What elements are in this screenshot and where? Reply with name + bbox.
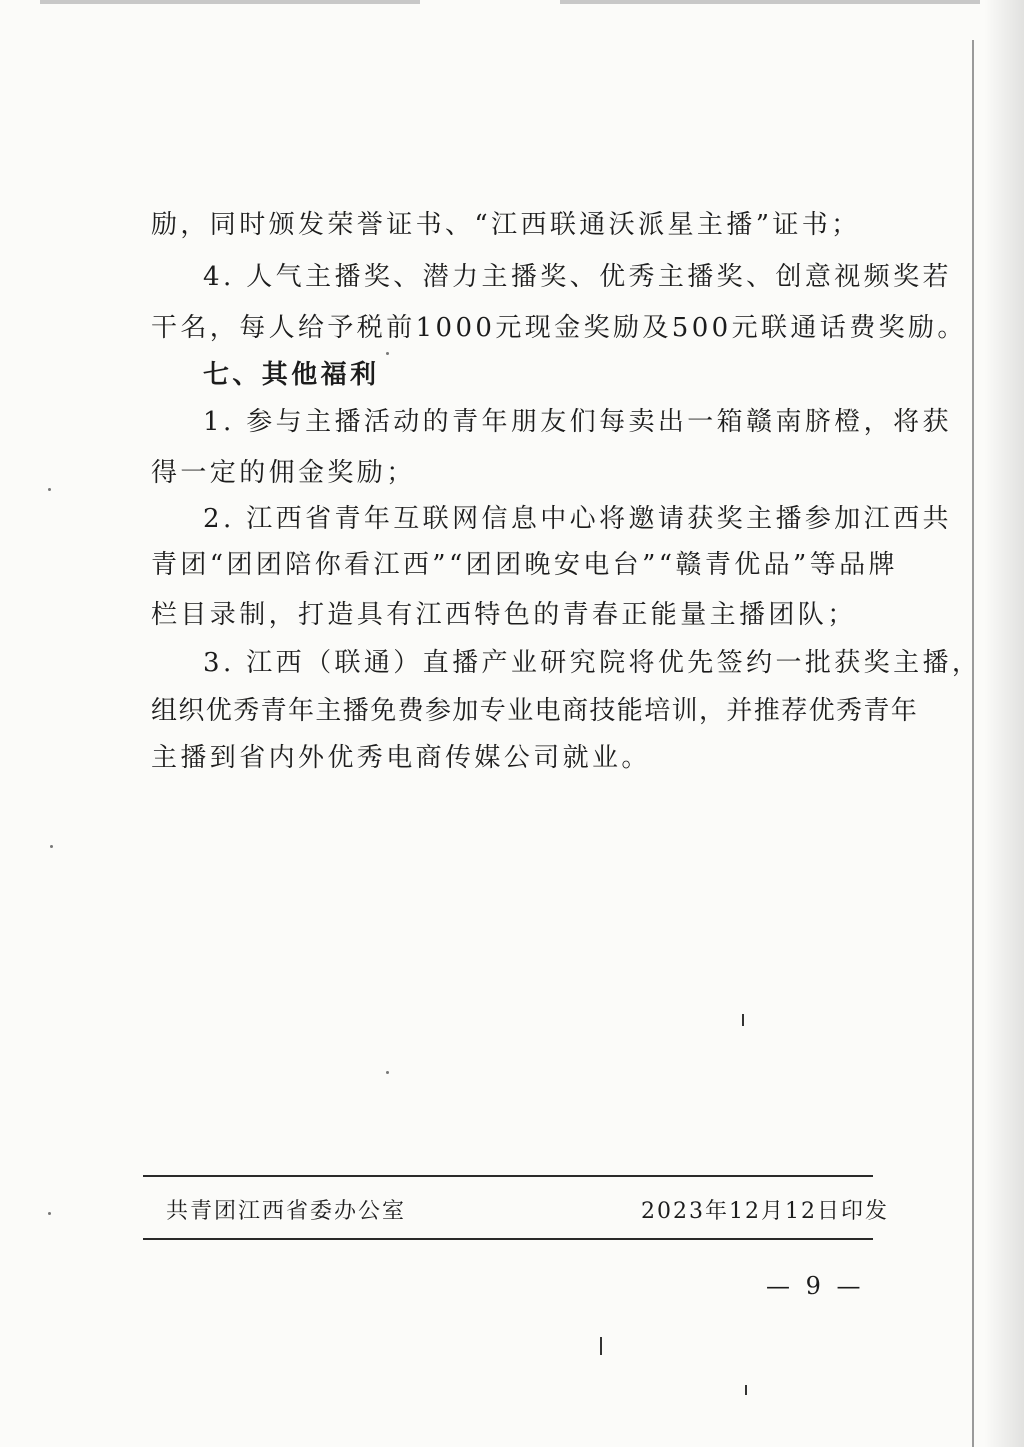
body-line: 主播到省内外优秀电商传媒公司就业。 — [151, 743, 651, 773]
page-edge — [972, 40, 974, 1447]
scan-tick — [600, 1337, 602, 1355]
body-line: 3. 江西（联通）直播产业研究院将优先签约一批获奖主播， — [203, 648, 982, 678]
scan-dot — [48, 488, 51, 491]
scan-tick — [742, 1014, 744, 1026]
section-heading: 七、其他福利 — [203, 360, 380, 390]
page-number: — 9 — — [766, 1272, 865, 1300]
footer-date: 2023年12月12日印发 — [641, 1199, 889, 1224]
scan-top-mark — [560, 0, 980, 4]
scan-tick — [745, 1385, 747, 1395]
scan-dot — [386, 1071, 389, 1074]
footer-rule-top — [143, 1175, 873, 1177]
body-line: 2. 江西省青年互联网信息中心将邀请获奖主播参加江西共 — [203, 504, 952, 534]
scan-top-mark — [40, 0, 420, 4]
footer-rule-bottom — [143, 1238, 873, 1240]
body-line: 青团“团团陪你看江西”“团团晚安电台”“赣青优品”等品牌 — [151, 550, 898, 580]
scan-dot — [386, 352, 389, 355]
body-line: 得一定的佣金奖励； — [151, 458, 416, 488]
body-line: 励，同时颁发荣誉证书、“江西联通沃派星主播”证书； — [151, 210, 861, 240]
page-shadow — [984, 0, 1024, 1447]
body-line: 4. 人气主播奖、潜力主播奖、优秀主播奖、创意视频奖若 — [203, 262, 952, 292]
body-line: 1. 参与主播活动的青年朋友们每卖出一箱赣南脐橙，将获 — [203, 407, 952, 437]
footer-issuer: 共青团江西省委办公室 — [166, 1199, 407, 1224]
body-line: 栏目录制，打造具有江西特色的青春正能量主播团队； — [151, 600, 857, 630]
body-line: 组织优秀青年主播免费参加专业电商技能培训，并推荐优秀青年 — [151, 696, 919, 726]
body-line: 干名，每人给予税前1000元现金奖励及500元联通话费奖励。 — [151, 313, 967, 343]
scan-dot — [50, 845, 53, 848]
scan-dot — [48, 1212, 51, 1215]
